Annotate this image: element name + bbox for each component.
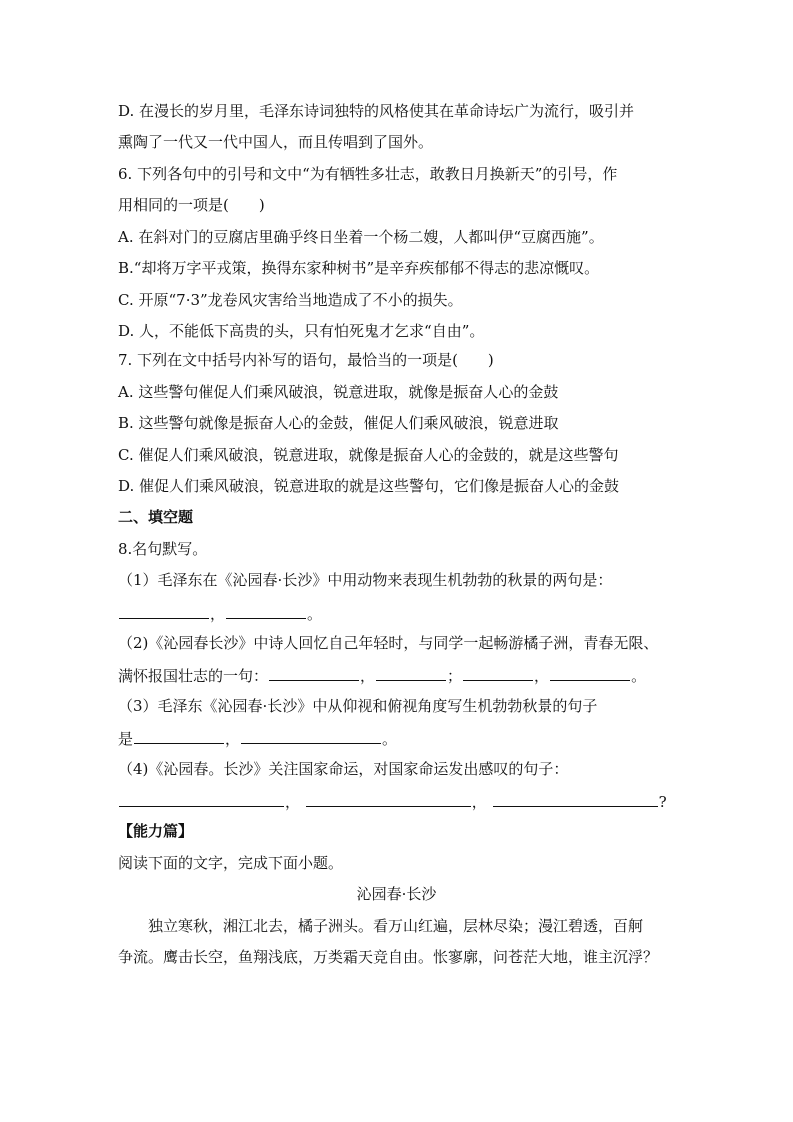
answer-blank[interactable] [269,664,359,681]
answer-blank[interactable] [119,602,209,619]
q5-option-d-line1: D. 在漫长的岁月里，毛泽东诗词独特的风格使其在革命诗坛广为流行，吸引并 [118,102,635,120]
q8-stem: 8.名句默写。 [118,540,208,558]
poem-line1: 独立寒秋，湘江北去，橘子洲头。看万山红遍，层林尽染；漫江碧透，百舸 [148,917,644,935]
answer-blank[interactable] [241,727,381,744]
q8-sub4-line1: （4)《沁园春。长沙》关注国家命运，对国家命运发出感叹的句子： [118,760,569,778]
answer-blank[interactable] [463,664,533,681]
ability-heading: 【能力篇】 [118,822,194,840]
q8-sub3-line1: （3）毛泽东《沁园春·长沙》中从仰视和俯视角度写生机勃勃秋景的句子 [118,697,598,715]
q7-option-b: B. 这些警句就像是振奋人心的金鼓，催促人们乘风破浪，锐意进取 [118,414,559,432]
poem-line2: 争流。鹰击长空，鱼翔浅底，万类霜天竞自由。怅寥廓，问苍茫大地，谁主沉浮？ [118,948,659,966]
answer-blank[interactable] [550,664,630,681]
poem-title: 沁园春·长沙 [356,885,437,903]
q7-option-a: A. 这些警句催促人们乘风破浪，锐意进取，就像是振奋人心的金鼓 [118,383,559,401]
q6-stem-line1: 6. 下列各句中的引号和文中“为有牺牲多壮志，敢教日月换新天”的引号，作 [118,165,618,183]
q6-option-b: B.“却将万字平戎策，换得东家种树书”是辛弃疾郁郁不得志的悲凉慨叹。 [118,259,600,277]
q5-option-d-line2: 熏陶了一代又一代中国人，而且传唱到了国外。 [118,133,434,151]
q8-sub2-line1: （2)《沁园春长沙》中诗人回忆自己年轻时，与同学一起畅游橘子洲，青春无限、 [118,634,659,652]
q8-sub1-line1: （1）毛泽东在《沁园春·长沙》中用动物来表现生机勃勃的秋景的两句是： [118,571,613,589]
q6-option-c: C. 开原“7·3”龙卷风灾害给当地造成了不小的损失。 [118,291,463,309]
answer-blank[interactable] [493,790,658,807]
reading-instruction: 阅读下面的文字，完成下面小题。 [118,854,344,872]
answer-blank[interactable] [376,664,446,681]
q6-option-d: D. 人，不能低下高贵的头，只有怕死鬼才乞求“自由”。 [118,322,485,340]
answer-blank[interactable] [306,790,471,807]
q8-sub3-answer-line: 是 ， 。 [118,727,397,749]
q7-option-d: D. 催促人们乘风破浪，锐意进取的就是这些警句，它们像是振奋人心的金鼓 [118,477,620,495]
q8-sub2-answer-line: 满怀报国壮志的一句： ， ； ， 。 [118,664,646,686]
q8-sub4-answer-line: ， ， ? [118,790,667,812]
answer-blank[interactable] [119,790,284,807]
q6-stem-line2: 用相同的一项是( ) [118,196,265,214]
q7-stem: 7. 下列在文中括号内补写的语句，最恰当的一项是( ) [118,351,494,369]
section-heading-fill-blank: 二、填空题 [118,508,194,526]
answer-blank[interactable] [226,602,306,619]
answer-blank[interactable] [134,727,224,744]
q6-option-a: A. 在斜对门的豆腐店里确乎终日坐着一个杨二嫂，人都叫伊“豆腐西施”。 [118,228,604,246]
q7-option-c: C. 催促人们乘风破浪，锐意进取，就像是振奋人心的金鼓的，就是这些警句 [118,446,619,464]
q8-sub1-answer-line: ， 。 [118,602,322,624]
